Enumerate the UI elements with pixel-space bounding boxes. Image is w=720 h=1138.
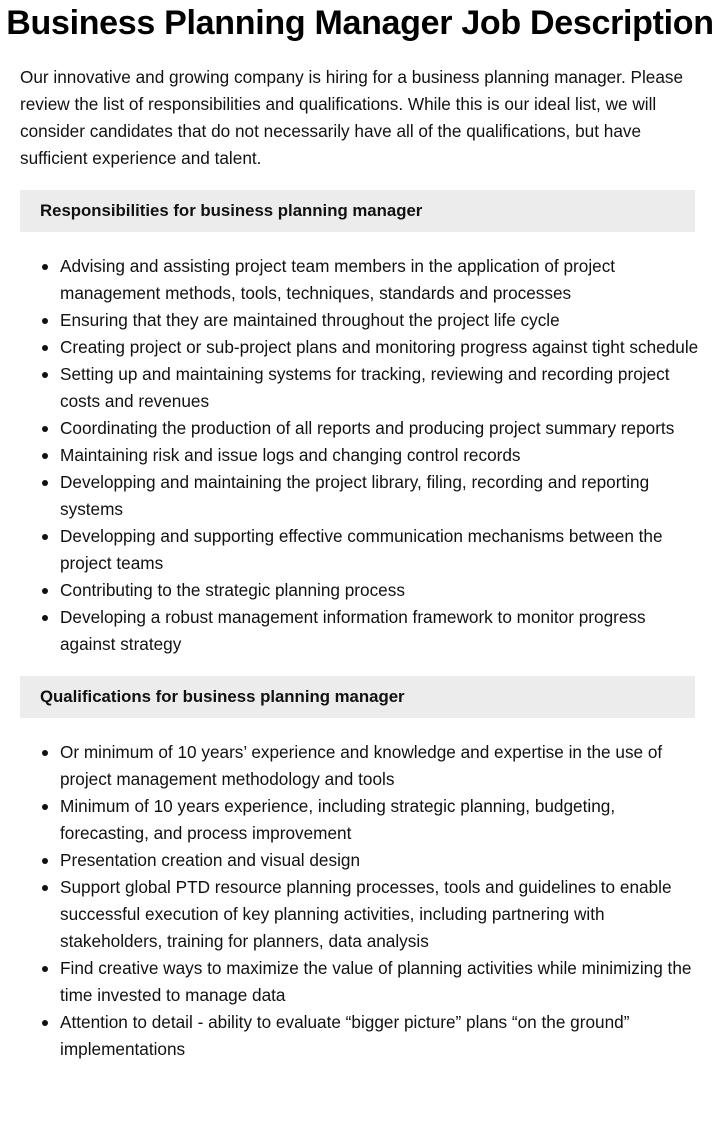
list-item: Presentation creation and visual design [60, 847, 700, 874]
qualifications-heading: Qualifications for business planning manager [20, 676, 695, 718]
list-item: Setting up and maintaining systems for tracking, reviewing and recording project costs and revenues [60, 361, 700, 415]
responsibilities-list [20, 253, 700, 658]
qualifications-list [20, 739, 700, 1063]
list-item: Maintaining risk and issue logs and changing control records [60, 442, 700, 469]
list-item: Find creative ways to maximize the value of planning activities while minimizing the time invested to manage data [60, 955, 700, 1009]
list-item: Advising and assisting project team members in the application of project management methods, tools, techniques, standards and processes [60, 253, 700, 307]
page-title: Business Planning Manager Job Description [6, 4, 714, 42]
list-item: Coordinating the production of all reports and producing project summary reports [60, 415, 700, 442]
list-item: Developing a robust management information framework to monitor progress against strategy [60, 604, 700, 658]
list-item: Contributing to the strategic planning process [60, 577, 700, 604]
list-item: Creating project or sub-project plans and monitoring progress against tight schedule [60, 334, 700, 361]
responsibilities-heading: Responsibilities for business planning manager [20, 190, 695, 232]
list-item: Developping and supporting effective communication mechanisms between the project teams [60, 523, 700, 577]
intro-paragraph: Our innovative and growing company is hiring for a business planning manager. Please review the list of responsibilities and qualifications. While this is our ideal list, we will consider candidates that do not necessarily have all of the qualifications, but have sufficient experience and talent. [20, 67, 684, 168]
list-item: Support global PTD resource planning processes, tools and guidelines to enable successful execution of key planning activities, including partnering with stakeholders, training for planners, data analysis [60, 874, 700, 955]
list-item: Developping and maintaining the project library, filing, recording and reporting systems [60, 469, 700, 523]
list-item: Ensuring that they are maintained throughout the project life cycle [60, 307, 700, 334]
list-item: Minimum of 10 years experience, including strategic planning, budgeting, forecasting, and process improvement [60, 793, 700, 847]
list-item: Or minimum of 10 years’ experience and knowledge and expertise in the use of project management methodology and tools [60, 739, 700, 793]
list-item: Attention to detail - ability to evaluate “bigger picture” plans “on the ground” implementations [60, 1009, 700, 1063]
